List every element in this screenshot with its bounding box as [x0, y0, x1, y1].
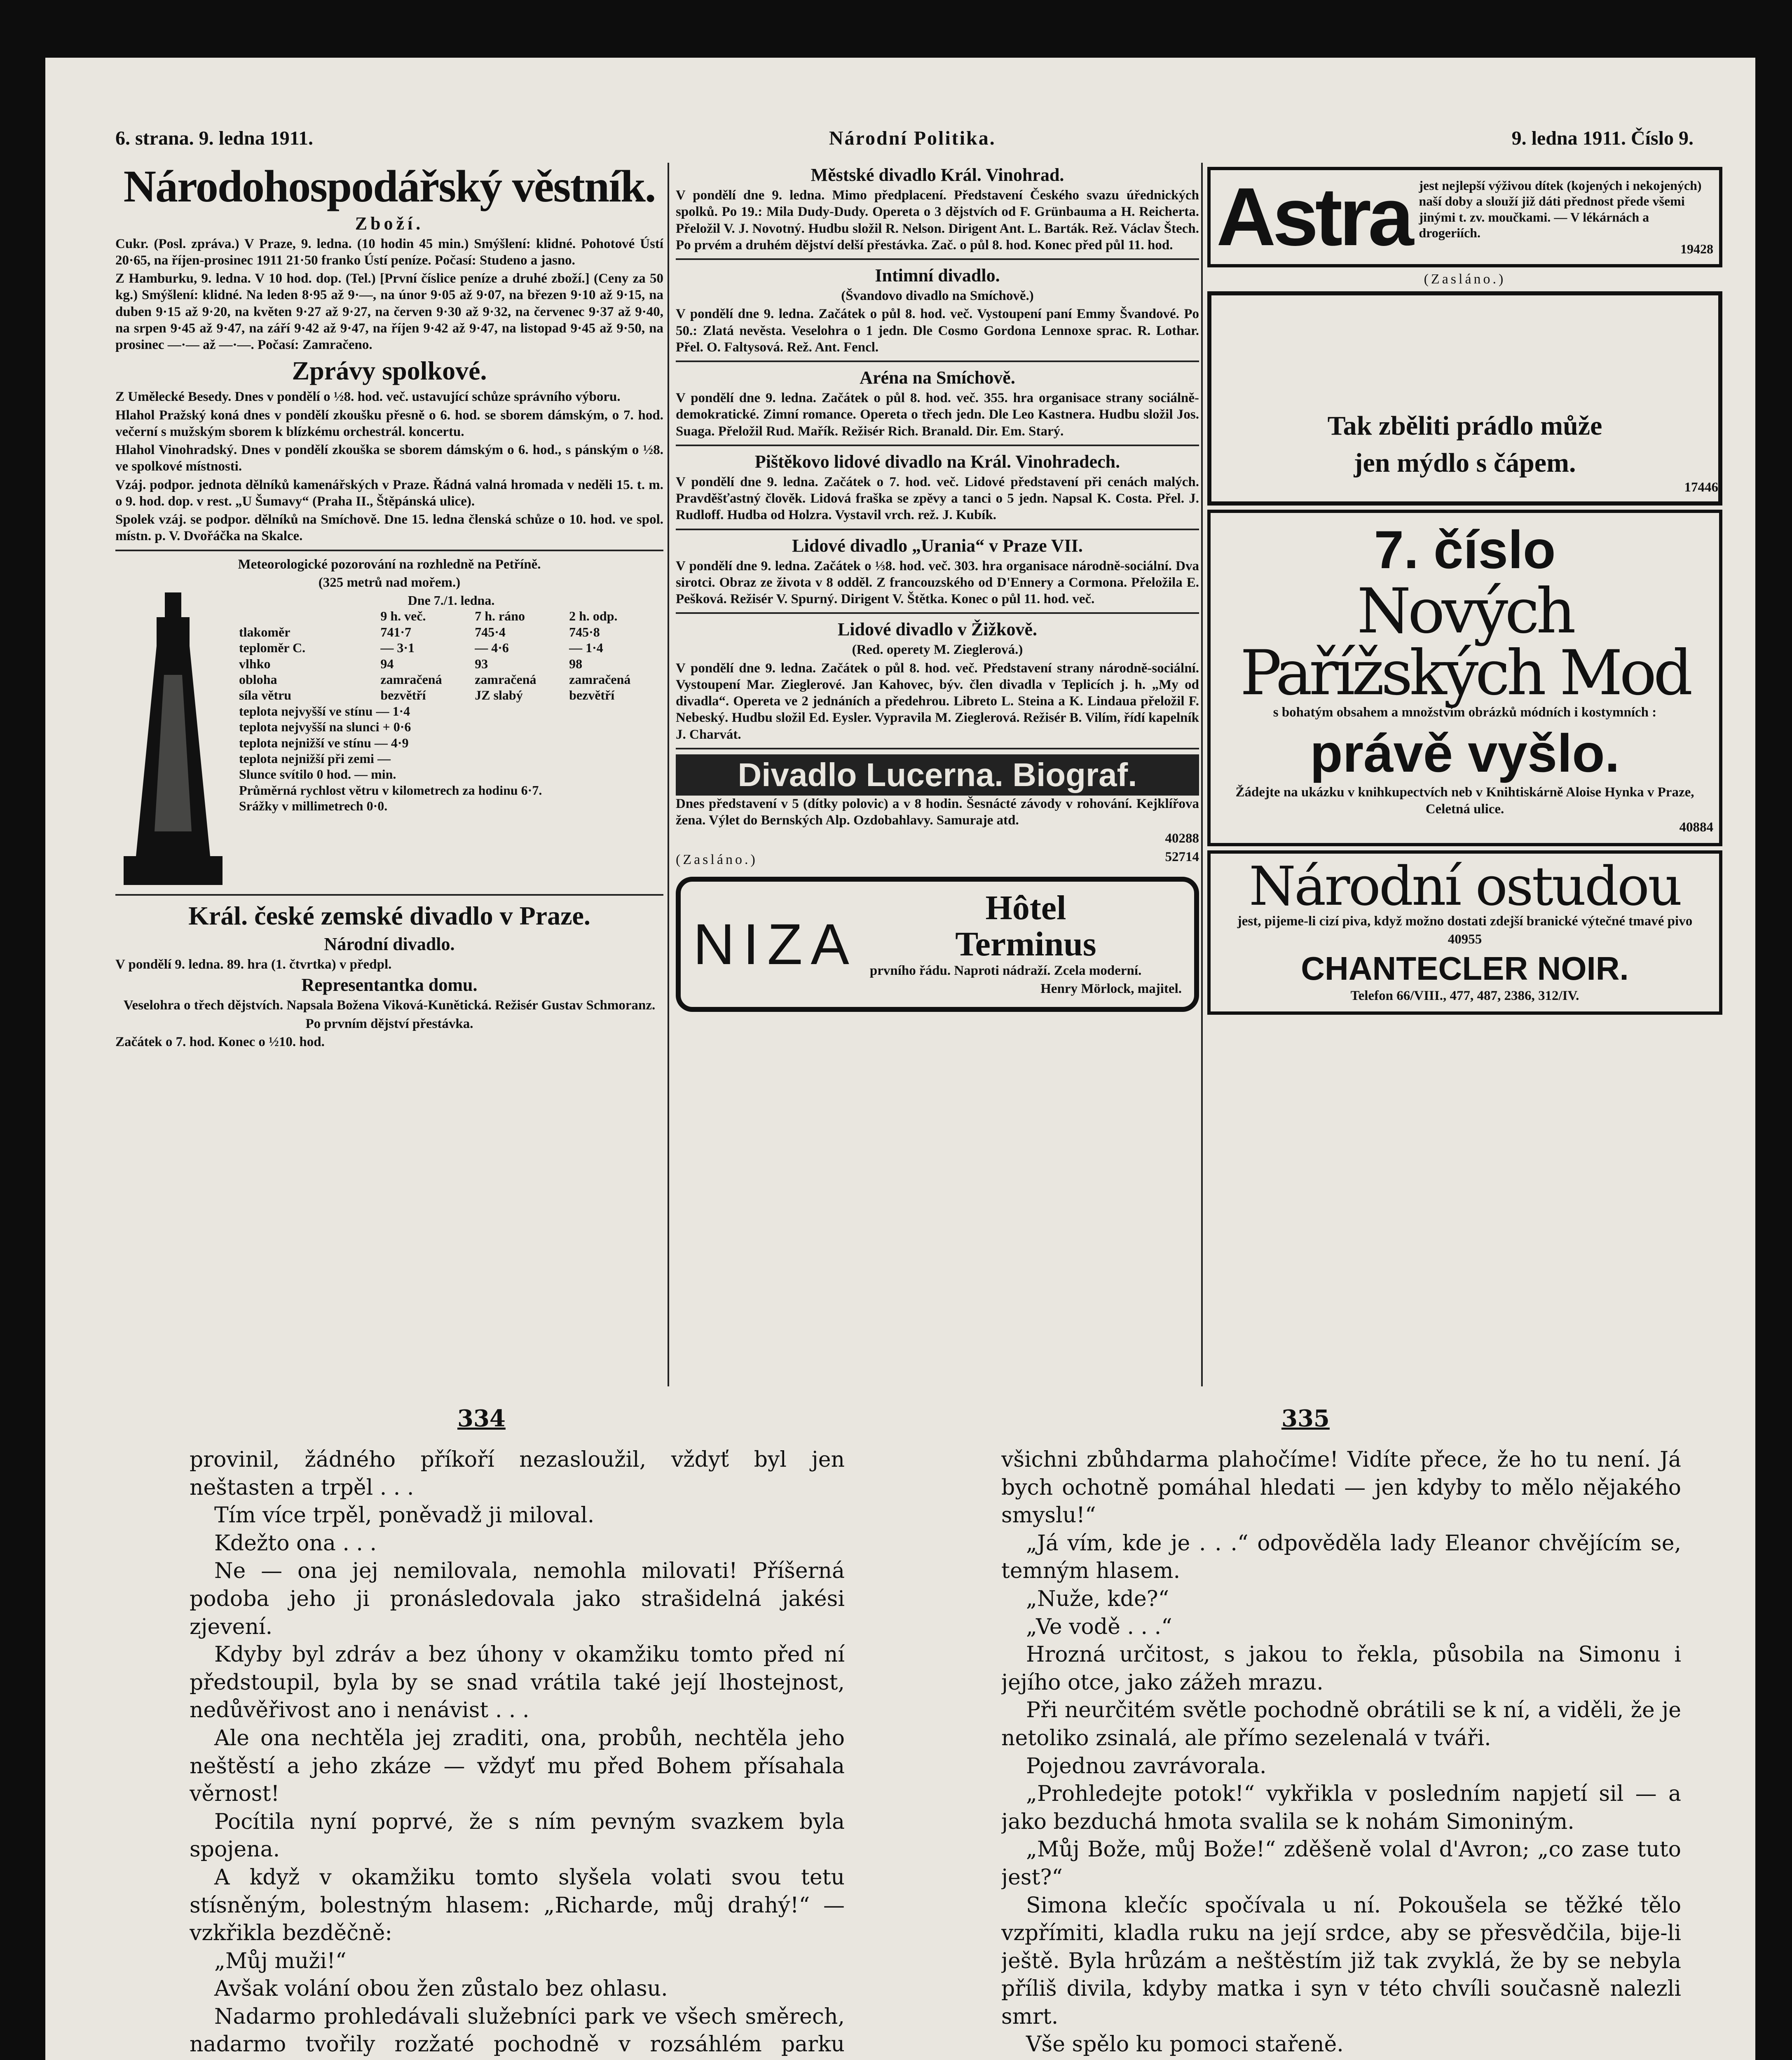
meteo-row: síla větru bezvětří JZ slabý bezvětří [239, 688, 615, 703]
meteo-row: tlakoměr 741·7 745·4 745·8 [239, 624, 600, 639]
divider [676, 748, 1199, 749]
meteo-row: teploměr C. — 3·1 — 4·6 — 1·4 [239, 640, 603, 655]
header-masthead: Národní Politika. [829, 127, 996, 149]
beer-ad [1207, 850, 1722, 1015]
association-note: Vzáj. podpor. jednota dělníků kamenářských v Praze. Řádná valná hromada v neděli 15. t. m. o 9. hod. dop. v rest. „U Šumavy“ (Praha II., Štěpánská ulice). [115, 477, 663, 509]
story-paragraph: Kdyby byl zdráv a bez úhony v okamžiku tomto před ní předstoupil, byla by se snad vrátila také její lhostejnost, nedůvěřivost ano i nenávist . . . [190, 1642, 845, 1723]
hotel-terminus-ad [676, 877, 1199, 1012]
story-paragraph: „Můj Bože, můj Bože!“ zděšeně volal d'Avron; „co zase tuto jest?“ [1001, 1837, 1681, 1890]
association-note: Hlahol Vinohradský. Dnes v pondělí zkouška se sborem dámským o 6. hod., s pánským o ½8. ve spolkové místnosti. [115, 442, 663, 474]
divider [676, 360, 1199, 362]
header-left: 6. strana. 9. ledna 1911. [115, 127, 314, 149]
story-page-number: 334 [457, 1405, 506, 1432]
ad-number: 17446 [1684, 480, 1718, 495]
petrin-tower-icon [115, 592, 231, 889]
theatre-line: V pondělí 9. ledna. 89. hra (1. čtvrtka) v předpl. [115, 957, 392, 972]
story-paragraph: „Nuže, kde?“ [1026, 1586, 1169, 1611]
theatre-sub: (Švandovo divadlo na Smíchově.) [841, 288, 1034, 303]
national-theatre-title: Král. české zemské divadlo v Praze. [188, 901, 590, 930]
meteo-extra: teplota nejvyšší ve stínu — 1·4 [239, 703, 410, 719]
column-economy [115, 163, 663, 1386]
theatre-program: V pondělí dne 9. ledna. Začátek o 7. hod. več. Lidové představení při cenách malých. Pravděšťastný člověk. Lidová fraška se zpěvy a tanci o 5 jedn. Napsal K. Costa. Přel. J. Rudloff. Hudba od Holzra. Vystavil vrch. rež. J. Kubík. [676, 474, 1199, 523]
theatre-title: Aréna na Smíchově. [860, 368, 1015, 388]
astra-text: jest nejlepší výživou dítek (kojených i nekojených) naší doby a slouží již dáti přednost přede všemi jinými t. zv. moučkami. — V lékárnách a drogeriích. [1419, 178, 1702, 241]
divider [115, 550, 663, 551]
column-divider [668, 163, 669, 1386]
ad-number: 40955 [1448, 932, 1482, 947]
ad-number: 40288 [1165, 831, 1199, 846]
soap-ad-line1: Tak zběliti prádlo může [1327, 411, 1602, 441]
story-paragraph: „Prohledejte potok!“ vykřikla v posledním napjetí sil — a jako bezduchá hmota svalila se k nohám Simoniným. [1001, 1781, 1681, 1834]
association-note: Z Umělecké Besedy. Dnes v pondělí o ½8. hod. več. ustavující schůze správního výboru. [115, 389, 621, 405]
meteo-subtitle: (325 metrů nad mořem.) [318, 575, 461, 590]
meteo-row: vlhko 94 93 98 [239, 656, 583, 671]
story-page-number: 335 [1281, 1405, 1330, 1432]
story-paragraph: „Ve vodě . . .“ [1026, 1614, 1172, 1639]
associations-title: Zprávy spolkové. [292, 356, 487, 386]
meteo-table [239, 592, 663, 889]
hamburg-report: Z Hamburku, 9. ledna. V 10 hod. dop. (Tel.) [První číslice peníze a druhé zboží.] (Ceny za 50 kg.) Smýšlení: klidné. Na leden 8·95 až 9·—, na únor 9·05 až 9·07, na březen 9·10 až 9·15, na duben 9·15 až 9·20, na květen 9·27 až 9·27, na červen 9·30 až 9·32, na červenec 9·37 až 9·40, na srpen 9·45 až 9·47, na září 9·42 až 9·47, na říjen 9·42 až 9·47, na listopad 9·45 až 9·50, na prosinec —·— až —·—. Počasí: Zamračeno. [115, 271, 663, 352]
ad-number: 19428 [1680, 241, 1713, 256]
lucerna-program: Dnes představení v 5 (dítky polovic) a v 8 hodin. Šesnácté závody v rohování. Kejklířova žena. Výlet do Bernských Alp. Ozdobahlavy. Samuraje atd. [676, 796, 1199, 828]
zaslano-label: (Zasláno.) [1424, 272, 1506, 287]
theatre-program: V pondělí dne 9. ledna. Začátek o půl 8. hod. več. Představení strany národně-sociální. Vystoupení Mar. Zieglerové. Jan Kahovec, býv. člen divadla v Teplicích j. h. „My od divadla“. Opereta ve 2 jednáních a předehrou. Libreto L. Steina a K. Lindaua přeložil F. Nebeský. Hudbu složil Ed. Eysler. Vypravila M. Zieglerová. Režisér B. Vilím, řídí kapelník J. Charvát. [676, 660, 1199, 742]
goods-heading: Zboží. [355, 213, 424, 234]
hotel-owner: Henry Mörlock, majitel. [1040, 981, 1182, 997]
zaslano-label: (Zasláno.) [676, 852, 758, 867]
header-right: 9. ledna 1911. Číslo 9. [1511, 127, 1694, 149]
story-right-column [1001, 1446, 1681, 2060]
play-title: Representantka domu. [301, 975, 478, 995]
meteo-extra: Srážky v millimetrech 0·0. [239, 798, 388, 814]
terminus-label: Terminus [955, 925, 1096, 963]
column-divider [1201, 163, 1203, 1386]
sugar-report: Cukr. (Posl. zpráva.) V Praze, 9. ledna. (10 hodin 45 min.) Smýšlení: klidné. Pohotové Ústí 20·65, na říjen-prosinec 1911 21·50 franko Ústí peníze. Počasí: Studeno a jasno. [115, 236, 663, 268]
story-paragraph: Hrozná určitost, s jakou to řekla, působila na Simonu i jejího otce, jako zážeh mrazu. [1001, 1642, 1681, 1695]
column-ads [1207, 163, 1722, 1386]
column-theatres [676, 163, 1199, 1386]
theatre-program: V pondělí dne 9. ledna. Mimo předplacení. Představení Českého svazu úřednických spolků. Po 19.: Mila Dudy-Dudy. Opereta o 3 dějstvích od F. Grünbauma a H. Reicherta. Přeložil V. J. Novotný. Hudbu složil R. Nelson. Dirigent Ant. L. Barták. Rež. Václav Štech. Po prvém a druhém dějství delší přestávka. Zač. o půl 8. hod. Konec před půl 11. hod. [676, 188, 1199, 253]
beer-ad-text: jest, pijeme-li cizí piva, když možno dostati zdejší branické výtečné tmavé pivo [1237, 914, 1693, 929]
meteo-head: 9 h. več. 7 h. ráno 2 h. odp. [380, 609, 618, 624]
fashion-text: Žádejte na ukázku v knihkupectvích neb v Knihtiskárně Aloise Hynka v Praze, Celetná ulice. [1235, 785, 1694, 817]
hotel-text: prvního řádu. Naproti nádraží. Zcela moderní. [869, 963, 1142, 978]
fashion-title: Nových Pařížských Mod [1240, 576, 1690, 709]
story-paragraph: Při neurčitém světle pochodně obrátili se k ní, a viděli, že je netoliko zsinalá, ale přímo sezelenalá v tváři. [1001, 1698, 1681, 1751]
issue-number: 7. číslo [1374, 520, 1556, 580]
meteo-extra: teplota nejnižší při zemi — [239, 751, 391, 766]
ad-number: 52714 [1165, 849, 1199, 864]
telephone: Telefon 66/VIII., 477, 487, 2386, 312/IV. [1350, 988, 1579, 1003]
theatre-program: V pondělí dne 9. ledna. Začátek o ⅓8. hod. več. 303. hra organisace národně-sociální. Dva sirotci. Obraz ze života v 8 odděl. Z francouzského od D'Ennery a Cormona. Přeložila E. Pešková. Režisér V. Spurný. Dirigent V. Štětka. Konec o půl 11. hod. več. [676, 558, 1199, 606]
page-header [115, 119, 1694, 157]
theatre-title: Lidové divadlo „Urania“ v Praze VII. [792, 535, 1083, 556]
divider [115, 894, 663, 896]
story-paragraph: „Já vím, kde je . . .“ odpověděla lady Eleanor chvějícím se, temným hlasem. [1001, 1531, 1681, 1584]
newspaper-page [45, 58, 1755, 2060]
theatre-title: Intimní divadlo. [875, 265, 1000, 286]
meteo-block [115, 592, 663, 889]
meteo-extra: Slunce svítilo 0 hod. — min. [239, 767, 396, 782]
divider [676, 612, 1199, 614]
meteo-extra: teplota nejnižší ve stínu — 4·9 [239, 735, 409, 750]
association-note: Hlahol Pražský koná dnes v pondělí zkoušku přesně o 6. hod. se sborem dámským, o 7. hod. večerní s mužským sborem k blízkému orchestrál. koncertu. [115, 407, 663, 439]
divider [676, 445, 1199, 446]
story-paragraph: Ne — ona jej nemilovala, nemohla milovati! Příšerná podoba jeho ji pronásledovala jako strašidelná jakési zjevení. [190, 1559, 845, 1639]
theatre-title: Lidové divadlo v Žižkově. [837, 619, 1038, 640]
story-paragraph: Tím více trpěl, poněvadž ji miloval. [214, 1503, 595, 1528]
soap-ad-line2: jen mýdlo s čápem. [1354, 447, 1576, 478]
just-published: právě vyšlo. [1310, 723, 1620, 784]
theatre-program: V pondělí dne 9. ledna. Začátek o půl 8. hod. več. 355. hra organisace strany sociálně-demokratické. Zimní romance. Opereta o třech jedn. Dle Leo Kastnera. Hudbu složil Jos. Suaga. Přeložil Rud. Mařík. Režisér Rich. Branald. Dir. Em. Starý. [676, 391, 1199, 439]
story-paragraph: Kdežto ona . . . [214, 1531, 377, 1556]
theatre-title: Pištěkovo lidové divadlo na Král. Vinohradech. [754, 451, 1120, 472]
story-paragraph: „Můj muži!“ [214, 1948, 347, 1973]
soap-ad [1207, 291, 1722, 506]
story-paragraph: Vše spělo ku pomoci stařeně. [1026, 2032, 1344, 2057]
theatre-title: Městské divadlo Král. Vinohrad. [810, 165, 1064, 185]
hotel-label: Hôtel [985, 888, 1066, 927]
meteo-date: Dne 7./1. ledna. [408, 593, 495, 608]
meteo-extra: Průměrná rychlost větru v kilometrech za hodinu 6·7. [239, 782, 542, 798]
story-paragraph: A když v okamžiku tomto slyšela volati svou tetu stísněným, bolestným hlasem: „Richarde, můj drahý!“ — vzkřikla bezděčně: [190, 1865, 845, 1946]
beer-brand: CHANTECLER NOIR. [1301, 950, 1629, 987]
niza-label: NIZA [693, 911, 857, 976]
story-paragraph: Nadarmo prohledávali služebníci park ve všech směrech, nadarmo tvořily rozžaté pochodně v rozsáhlém parku [190, 2004, 845, 2057]
story-paragraph: všichni zbůhdarma plahočíme! Vidíte přece, že ho tu není. Já bych ochotně pomáhal hledati — jen kdyby to mělo nějakého smyslu!“ [1001, 1447, 1681, 1528]
meteo-extra: teplota nejvyšší na slunci + 0·6 [239, 719, 411, 735]
theatre-line: Veselohra o třech dějstvích. Napsala Božena Viková-Kunětická. Režisér Gustav Schmoranz. [123, 998, 656, 1013]
meteo-row: obloha zamračená zamračená zamračená [239, 672, 631, 687]
story-paragraph: Simona klečíc spočívala u ní. Pokoušela se těžké tělo vzpřímiti, kladla ruku na její srdce, aby se přesvědčila, bije-li ještě. Byla hrůzám a neštěstím již tak zvyklá, že by se nebyla příliš divila, kdyby matka i syn v této chvíli současně nalezli smrt. [1001, 1893, 1681, 2029]
story-paragraph: provinil, žádného příkoří nezasloužil, vždyť byl jen neštasten a trpěl . . . [190, 1447, 845, 1500]
astra-ad [1207, 167, 1722, 267]
astra-logo: Astra [1216, 171, 1411, 263]
story-paragraph: Avšak volání obou žen zůstalo bez ohlasu. [214, 1976, 668, 2001]
story-paragraph: Pojednou zavrávorala. [1026, 1753, 1267, 1779]
economy-title: Národohospodářský věstník. [123, 163, 656, 211]
theatre-line: Začátek o 7. hod. Konec o ½10. hod. [115, 1034, 325, 1049]
association-note: Spolek vzáj. se podpor. dělníků na Smíchově. Dne 15. ledna členská schůze o 10. hod. ve spol. místn. p. V. Dvořáčka na Skalce. [115, 512, 663, 544]
national-theatre-sub: Národní divadlo. [324, 934, 455, 954]
story-left-column [190, 1446, 845, 2060]
beer-ad-title: Národní ostudou [1249, 855, 1681, 918]
fashion-ad [1207, 510, 1722, 846]
story-paragraph: Ale ona nechtěla jej zraditi, ona, probůh, nechtěla jeho neštěstí a jeho zkáze — vždyť mu před Bohem přísahala věrnost! [190, 1725, 845, 1807]
ad-number: 40884 [1679, 819, 1713, 835]
theatre-sub: (Red. operety M. Zieglerová.) [852, 642, 1023, 658]
theatre-line: Po prvním dějství přestávka. [305, 1016, 473, 1031]
theatre-program: V pondělí dne 9. ledna. Začátek o půl 8. hod. več. Vystoupení paní Emmy Švandové. Po 50.: Zlatá nevěsta. Veselohra o 1 jedn. Dle Cosmo Gordona Lennoxe sprac. R. Lothar. Přel. O. Faltysová. Rež. Ant. Fencl. [676, 307, 1199, 355]
story-paragraph: Pocítila nyní poprvé, že s ním pevným svazkem byla spojena. [190, 1809, 845, 1862]
lucerna-title: Divadlo Lucerna. Biograf. [676, 754, 1199, 796]
divider [676, 529, 1199, 530]
zaslano-row [676, 849, 1199, 871]
meteo-title: Meteorologické pozorování na rozhledně na Petříně. [238, 557, 541, 572]
fashion-text: s bohatým obsahem a množstvím obrázků módních i kostymních : [1273, 705, 1657, 720]
divider [676, 258, 1199, 260]
